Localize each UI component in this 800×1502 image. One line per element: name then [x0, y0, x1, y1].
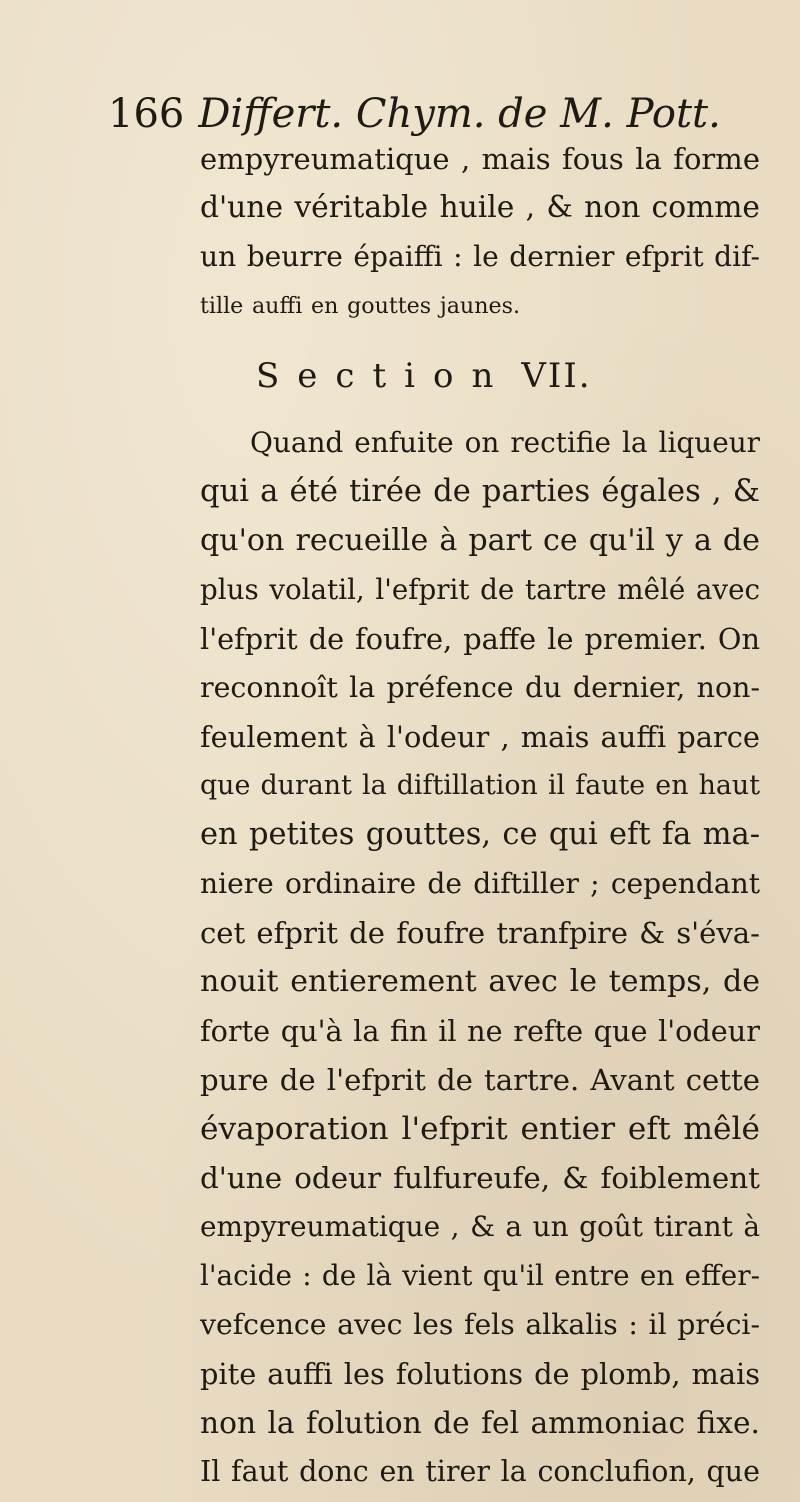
text-line: l'efprit de foufre, paffe le premier. On: [200, 622, 760, 656]
text-line: empyreumatique , & a un goût tirant à: [200, 1210, 760, 1243]
text-line: en petites gouttes, ce qui eft fa ma-: [200, 817, 760, 852]
text-line: évaporation l'efprit entier eft mêlé: [200, 1111, 760, 1147]
text-line: plus volatil, l'efprit de tartre mêlé avec: [200, 573, 760, 606]
text-line: pure de l'efprit de tartre. Avant cette: [200, 1063, 760, 1097]
text-line: vefcence avec les fels alkalis : il préci-: [200, 1308, 760, 1341]
text-line: forte qu'à la fin il ne refte que l'odeur: [200, 1014, 760, 1048]
text-line: empyreumatique , mais fous la forme: [200, 142, 760, 176]
text-line: l'acide : de là vient qu'il entre en effer-: [200, 1259, 760, 1292]
text-line: tille auffi en gouttes jaunes.: [200, 293, 520, 319]
running-title: Differt. Chym. de M. Pott.: [198, 91, 721, 137]
text-line: d'une véritable huile , & non comme: [200, 190, 760, 225]
text-line: niere ordinaire de diftiller ; cependant: [200, 867, 760, 900]
page-header: [108, 89, 748, 139]
text-line: reconnoît la préfence du dernier, non-: [200, 671, 760, 704]
section-word: Section: [256, 356, 512, 396]
text-line: cet efprit de foufre tranfpire & s'éva-: [200, 916, 760, 950]
text-line: qui a été tirée de parties égales , &: [200, 474, 760, 509]
text-line: Quand enfuite on rectifie la liqueur: [250, 426, 760, 459]
text-line: pite auffi les folutions de plomb, mais: [200, 1357, 760, 1391]
text-line: nouit entierement avec le temps, de: [200, 964, 760, 999]
text-line: feulement à l'odeur , mais auffi parce: [200, 720, 760, 754]
text-line: un beurre épaiffi : le dernier efprit dif-: [200, 240, 760, 273]
section-heading: [256, 350, 706, 402]
text-line: qu'on recueille à part ce qu'il y a de: [200, 523, 760, 558]
section-numeral: VII.: [521, 356, 592, 396]
text-line: non la folution de fel ammoniac fixe.: [200, 1405, 760, 1440]
text-line: d'une odeur fulfureufe, & foiblement: [200, 1161, 760, 1195]
text-line: Il faut donc en tirer la conclufion, que: [200, 1455, 760, 1488]
text-line: que durant la diftillation il faute en haut: [200, 770, 760, 801]
page-number: 166: [108, 91, 185, 137]
